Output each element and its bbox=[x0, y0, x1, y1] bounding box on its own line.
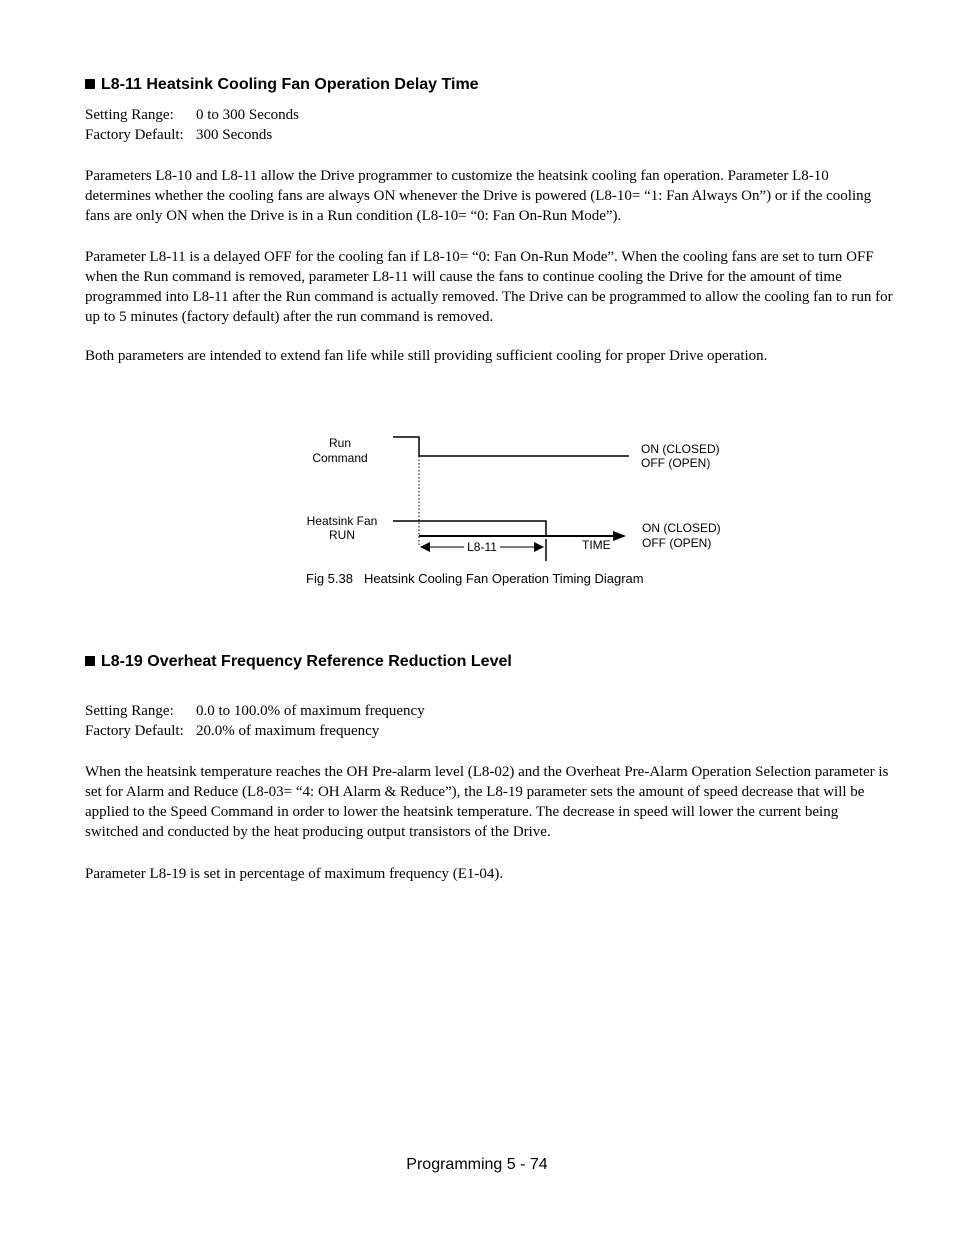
factory-default-value: 300 Seconds bbox=[196, 127, 273, 143]
setting-range-value: 0 to 300 Seconds bbox=[196, 107, 299, 123]
run-label-line2: Command bbox=[312, 451, 368, 465]
factory-default-row bbox=[85, 125, 272, 145]
factory-default-label: Factory Default: bbox=[85, 127, 184, 143]
run-command-signal bbox=[393, 437, 629, 456]
fan-label-line1: Heatsink Fan bbox=[306, 514, 378, 528]
delay-label: L8-11 bbox=[467, 540, 497, 554]
factory-default-value: 20.0% of maximum frequency bbox=[196, 723, 380, 739]
setting-range-row bbox=[85, 701, 425, 721]
section-heading-l8-11 bbox=[85, 76, 479, 94]
setting-range-label: Setting Range: bbox=[85, 107, 174, 123]
run-label-line1: Run bbox=[328, 436, 352, 450]
run-on-label: ON (CLOSED) bbox=[641, 442, 720, 456]
square-bullet-icon bbox=[85, 656, 95, 666]
page-footer: Programming 5 - 74 bbox=[406, 1156, 548, 1173]
fan-label-line2: RUN bbox=[329, 528, 355, 542]
factory-default-label: Factory Default: bbox=[85, 723, 184, 739]
setting-range-label: Setting Range: bbox=[85, 703, 174, 719]
delay-arrow-left-icon bbox=[420, 542, 430, 552]
setting-range-value: 0.0 to 100.0% of maximum frequency bbox=[196, 703, 425, 719]
time-label: TIME bbox=[582, 538, 611, 552]
factory-default-row bbox=[85, 721, 379, 741]
square-bullet-icon bbox=[85, 79, 95, 89]
paragraph: Parameter L8-19 is set in percentage of maximum frequency (E1-04). bbox=[85, 866, 504, 882]
delay-arrow-right-icon bbox=[534, 542, 544, 552]
fan-on-label: ON (CLOSED) bbox=[642, 521, 721, 535]
time-axis-arrowhead bbox=[613, 531, 626, 541]
run-off-label: OFF (OPEN) bbox=[641, 456, 711, 470]
paragraph: Both parameters are intended to extend fan life while still providing sufficient cooling for proper Drive operation. bbox=[85, 348, 768, 364]
section-heading-l8-19 bbox=[85, 653, 512, 671]
figure-number: Fig 5.38 bbox=[306, 571, 353, 586]
paragraph: Parameter L8-11 is a delayed OFF for the cooling fan if L8-10= “0: Fan On-Run Mode”. When the cooling fans are set to turn OFF when the Run command is removed, parameter L8-11 will cause the fans to continue cooling the Drive for the amount of time programmed into L8-11 after the Run command is actually removed. The Drive can be programmed to allow the cooling fan to run for up to 5 minutes (factory default) after the run command is removed. bbox=[85, 249, 893, 325]
setting-range-row bbox=[85, 105, 299, 125]
section-heading-text: L8-19 Overheat Frequency Reference Reduction Level bbox=[101, 653, 512, 670]
paragraph: When the heatsink temperature reaches the OH Pre-alarm level (L8-02) and the Overheat Pre-Alarm Operation Selection parameter is set for Alarm and Reduce (L8-03= “4: OH Alarm & Reduce”), the L8-19 parameter sets the amount of speed decrease that will be applied to the Speed Command in order to lower the heatsink temperature. The decrease in speed will lower the current being switched and conducted by the heat producing output transistors of the Drive. bbox=[85, 764, 889, 840]
section-heading-text: L8-11 Heatsink Cooling Fan Operation Delay Time bbox=[101, 76, 479, 93]
timing-diagram bbox=[290, 425, 750, 595]
fan-run-signal bbox=[393, 521, 546, 536]
fan-off-label: OFF (OPEN) bbox=[642, 536, 712, 550]
figure-caption bbox=[306, 571, 644, 586]
figure-caption-text: Heatsink Cooling Fan Operation Timing Diagram bbox=[363, 571, 644, 586]
paragraph: Parameters L8-10 and L8-11 allow the Drive programmer to customize the heatsink cooling fan operation. Parameter L8-10 determines whether the cooling fans are always ON whenever the Drive is powered (L8-10= “1: Fan Always On”) or if the cooling fans are only ON when the Drive is in a Run condition (L8-10= “0: Fan On-Run Mode”). bbox=[85, 168, 872, 224]
